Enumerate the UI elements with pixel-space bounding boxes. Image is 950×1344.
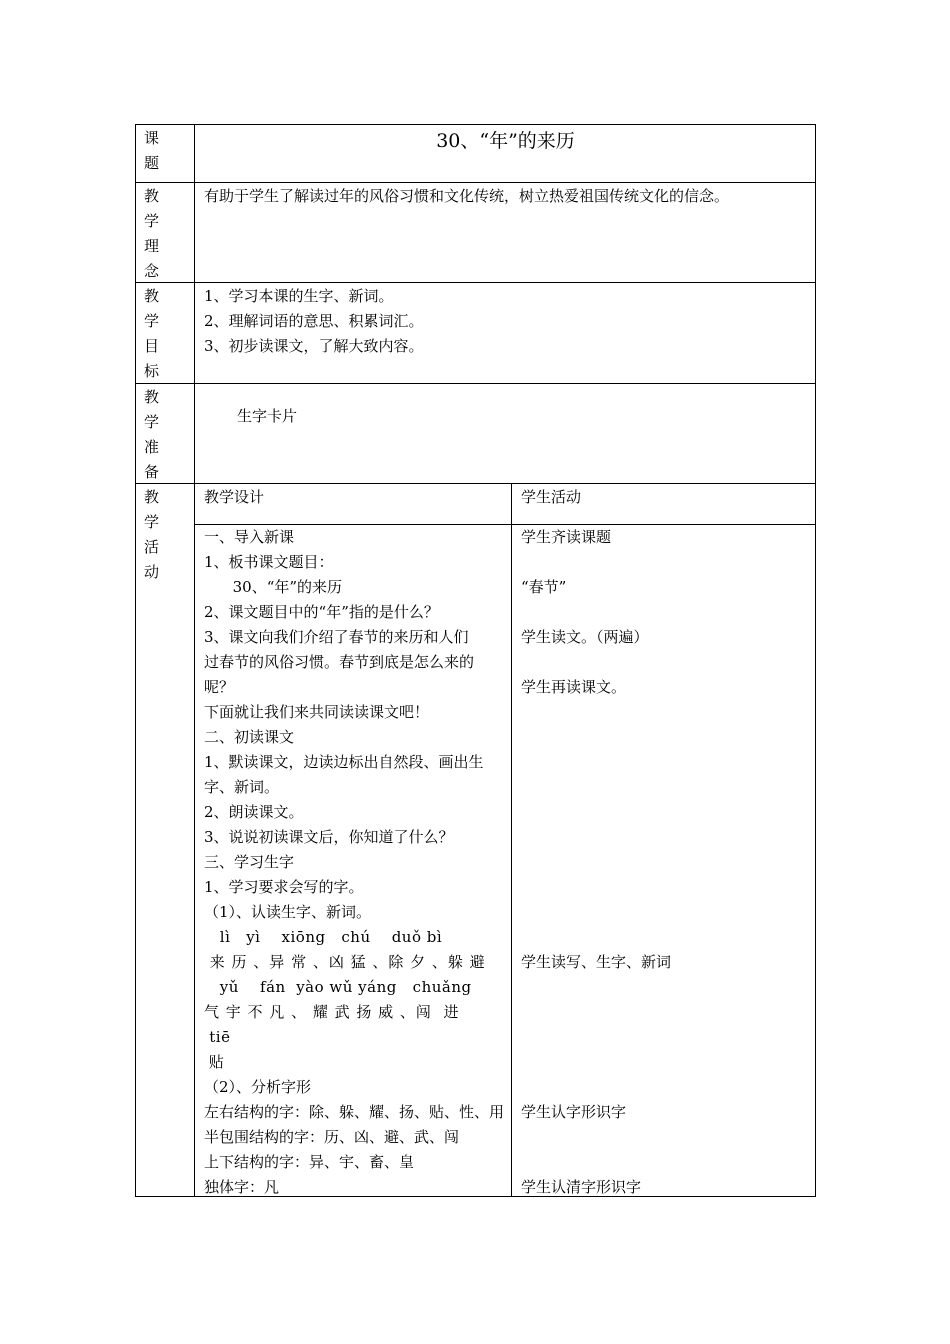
row-divider <box>136 483 815 484</box>
row-divider <box>136 182 815 183</box>
student-line <box>521 725 671 750</box>
student-line <box>521 825 671 850</box>
student-line <box>521 800 671 825</box>
design-line: 2、朗读课文。 <box>204 803 304 821</box>
prep-label: 教 学 准 备 <box>144 388 160 481</box>
design-line: 1、板书课文题目： <box>204 553 334 571</box>
student-line <box>521 1150 671 1175</box>
design-line: （1）、认读生字、新词。 <box>204 903 372 921</box>
concept-label: 教 学 理 念 <box>144 187 160 280</box>
design-line: 呢？ <box>204 678 235 696</box>
student-content <box>521 525 671 1200</box>
design-line: 过春节的风俗习惯。春节到底是怎么来的 <box>204 653 475 671</box>
student-line <box>521 975 671 1000</box>
student-line: 学生读写、生字、新词 <box>521 953 672 971</box>
goal-item: 2、理解词语的意思、积累词汇。 <box>204 312 424 330</box>
design-line: 三、学习生字 <box>204 853 295 871</box>
student-line <box>521 550 671 575</box>
student-line <box>521 875 671 900</box>
student-line <box>521 1025 671 1050</box>
student-line <box>521 900 671 925</box>
design-line: 贴 <box>204 1053 224 1071</box>
student-line <box>521 650 671 675</box>
design-header: 教学设计 <box>204 488 265 506</box>
goal-item: 1、学习本课的生字、新词。 <box>204 287 394 305</box>
student-line <box>521 1075 671 1100</box>
student-header: 学生活动 <box>521 488 582 506</box>
design-line: 来 历 、异 常 、凶 猛 、除 夕 、躲 避 <box>204 953 486 971</box>
student-line <box>521 925 671 950</box>
goal-item: 3、初步读课文，了解大致内容。 <box>204 337 424 355</box>
design-line: 下面就让我们来共同读读课文吧！ <box>204 703 430 721</box>
design-line: 上下结构的字：异、宇、畜、皇 <box>204 1153 415 1171</box>
design-line: 气 宇 不 凡 、 耀 武 扬 威 、闯 进 <box>204 1003 460 1021</box>
row-divider <box>136 383 815 384</box>
design-line: 3、说说初读课文后，你知道了什么？ <box>204 828 454 846</box>
activity-label: 教 学 活 动 <box>144 488 160 581</box>
design-line: 一、导入新课 <box>204 528 295 546</box>
design-line: 二、初读课文 <box>204 728 295 746</box>
student-line <box>521 700 671 725</box>
lesson-plan-table <box>135 124 816 1197</box>
page-title: 30、“年”的来历 <box>436 130 575 152</box>
student-line: 学生齐读课题 <box>521 528 612 546</box>
student-line: “春节” <box>521 578 567 596</box>
design-line: 字、新词。 <box>204 778 280 796</box>
design-line: 30、“年”的来历 <box>204 578 343 596</box>
student-line <box>521 775 671 800</box>
design-line: 左右结构的字：除、躲、耀、扬、贴、性、用 <box>204 1103 505 1121</box>
topic-label: 课 题 <box>144 129 160 172</box>
design-line: 2、课文题目中的“年”指的是什么？ <box>204 603 439 621</box>
label-column-divider <box>194 125 195 1196</box>
student-line <box>521 750 671 775</box>
goals-list <box>204 284 424 359</box>
design-line: lì yì xiōng chú duǒ bì <box>204 928 443 946</box>
student-line <box>521 1125 671 1150</box>
student-line: 学生认字形识字 <box>521 1103 627 1121</box>
design-line: 独体字：凡 <box>204 1178 280 1196</box>
activity-column-divider <box>511 483 512 1196</box>
design-line: yǔ fán yào wǔ yáng chuǎng <box>204 978 472 996</box>
row-divider <box>136 282 815 283</box>
design-line: （2）、分析字形 <box>204 1078 312 1096</box>
concept-text: 有助于学生了解读过年的风俗习惯和文化传统，树立热爱祖国传统文化的信念。 <box>204 187 730 205</box>
design-line: 3、课文向我们介绍了春节的来历和人们 <box>204 628 469 646</box>
design-line: 半包围结构的字：历、凶、避、武、闯 <box>204 1128 460 1146</box>
design-line: tiē <box>204 1028 231 1046</box>
prep-text: 生字卡片 <box>237 407 298 425</box>
student-line <box>521 600 671 625</box>
student-line: 学生再读课文。 <box>521 678 627 696</box>
design-line: 1、默读课文，边读边标出自然段、画出生 <box>204 753 484 771</box>
design-content <box>204 525 504 1200</box>
student-line: 学生认清字形识字 <box>521 1178 642 1196</box>
design-line: 1、学习要求会写的字。 <box>204 878 364 896</box>
student-line: 学生读文。（两遍） <box>521 628 649 646</box>
student-line <box>521 850 671 875</box>
student-line <box>521 1050 671 1075</box>
goals-label: 教 学 目 标 <box>144 287 160 380</box>
student-line <box>521 1000 671 1025</box>
